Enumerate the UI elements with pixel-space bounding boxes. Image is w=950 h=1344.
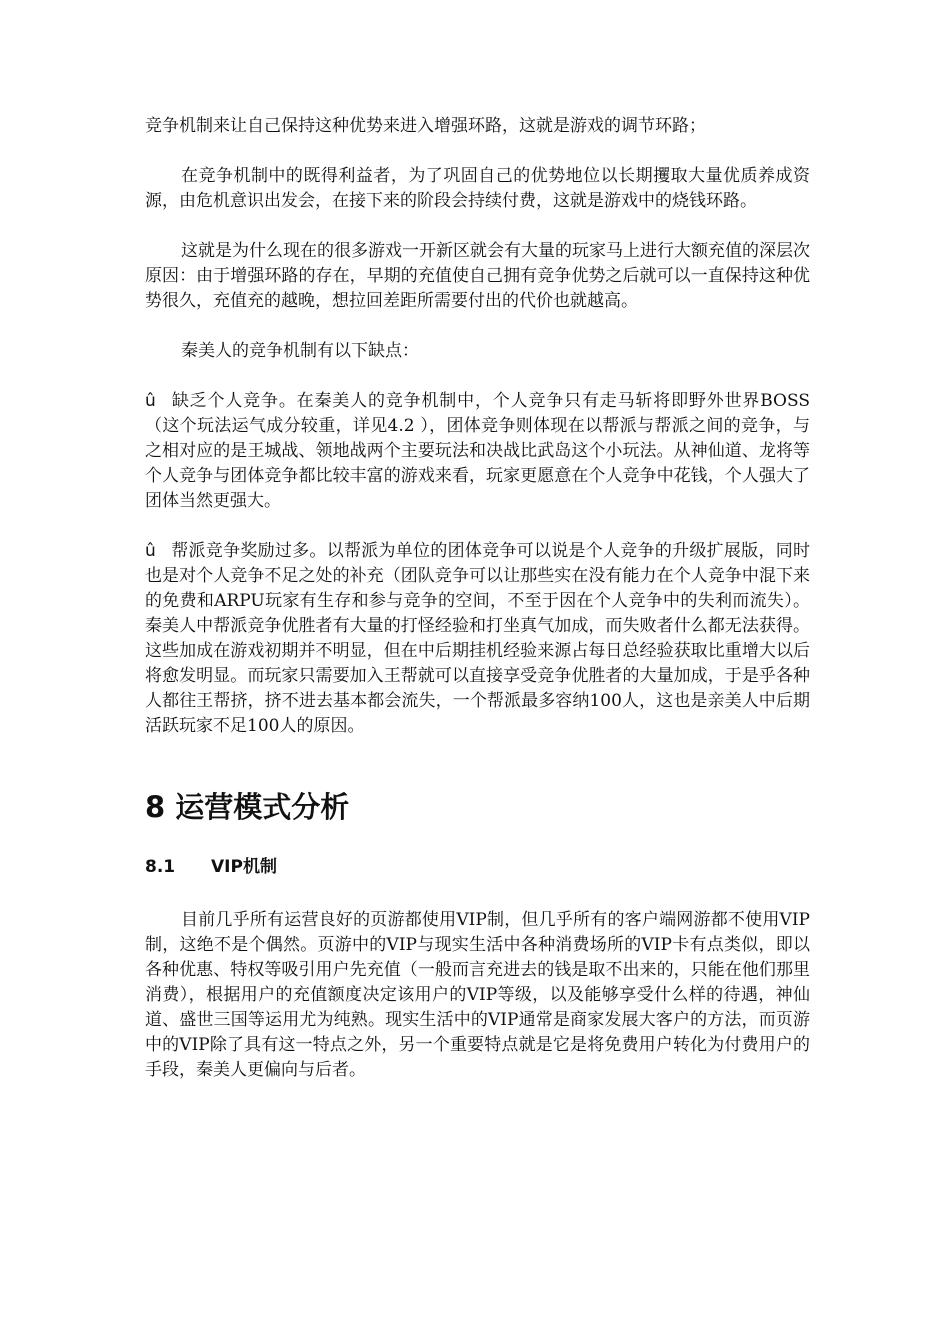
paragraph-vip-mechanism: 目前几乎所有运营良好的页游都使用VIP制，但几乎所有的客户端网游都不使用VIP制，这绝不是个偶然。页游中的VIP与现实生活中各种消费场所的VIP卡有点类似，即以各种优惠、特权等吸引用户先充值（一般而言充进去的钱是取不出来的，只能在他们那里消费），根据用户的充值额度决定该用户的VIP等级，以及能够享受什么样的待遇，神仙道、盛世三国等运用尤为纯熟。现实生活中的VIP通常是商家发展大客户的方法，而页游中的VIP除了具有这一特点之外，另一个重要特点就是它是将免费用户转化为付费用户的手段，秦美人更偏向与后者。 — [145, 910, 810, 1080]
paragraph-new-server-reason: 这就是为什么现在的很多游戏一开新区就会有大量的玩家马上进行大额充值的深层次原因：由于增强环路的存在，早期的充值使自己拥有竞争优势之后就可以一直保持这种优势很久，充值充的越晚，想拉回差距所需要付出的代价也就越高。 — [145, 241, 810, 311]
document-body — [145, 114, 810, 1108]
paragraph-regulation-loop: 竞争机制来让自己保持这种优势来进入增强环路，这就是游戏的调节环路； — [145, 116, 706, 136]
subsection-number: 8.1 — [145, 857, 176, 877]
section-title: 运营模式分析 — [175, 790, 350, 824]
section-heading — [145, 787, 810, 827]
bullet-text: 帮派竞争奖励过多。以帮派为单位的团体竞争可以说是个人竞争的升级扩展版，同时也是对个人竞争不足之处的补充（团队竞争可以让那些实在没有能力在个人竞争中混下来的免费和ARPU玩家有生存和参与竞争的空间，不至于因在个人竞争中的失利而流失）。秦美人中帮派竞争优胜者有大量的打怪经验和打坐真气加成，而失败者什么都无法获得。这些加成在游戏初期并不明显，但在中后期挂机经验来源占每日总经验获取比重增大以后将愈发明显。而玩家只需要加入王帮就可以直接享受竞争优胜者的大量加成，于是乎各种人都往王帮挤，挤不进去基本都会流失，一个帮派最多容纳100人，这也是亲美人中后期活跃玩家不足100人的原因。 — [145, 541, 810, 736]
paragraph-shortcomings-intro: 秦美人的竞争机制有以下缺点： — [181, 341, 419, 361]
paragraph-spending-loop: 在竞争机制中的既得利益者，为了巩固自己的优势地位以长期攫取大量优质养成资源，由危机意识出发会，在接下来的阶段会持续付费，这就是游戏中的烧钱环路。 — [145, 166, 810, 211]
subsection-heading — [145, 855, 810, 880]
bullet-item-guild-rewards — [145, 539, 810, 739]
bullet-mark: û — [145, 391, 156, 411]
bullet-item-lack-personal-competition — [145, 389, 810, 514]
bullet-text: 缺乏个人竞争。在秦美人的竞争机制中，个人竞争只有走马斩将即野外世界BOSS（这个玩法运气成分较重，详见4.2 ），团体竞争则体现在以帮派与帮派之间的竞争，与之相对应的是王城战、领地战两个主要玩法和决战比武岛这个小玩法。从神仙道、龙将等个人竞争与团体竞争都比较丰富的游戏来看，玩家更愿意在个人竞争中花钱，个人强大了团体当然更强大。 — [145, 391, 810, 511]
subsection-title: VIP机制 — [211, 857, 277, 877]
bullet-mark: û — [145, 541, 156, 561]
section-number: 8 — [145, 790, 166, 824]
